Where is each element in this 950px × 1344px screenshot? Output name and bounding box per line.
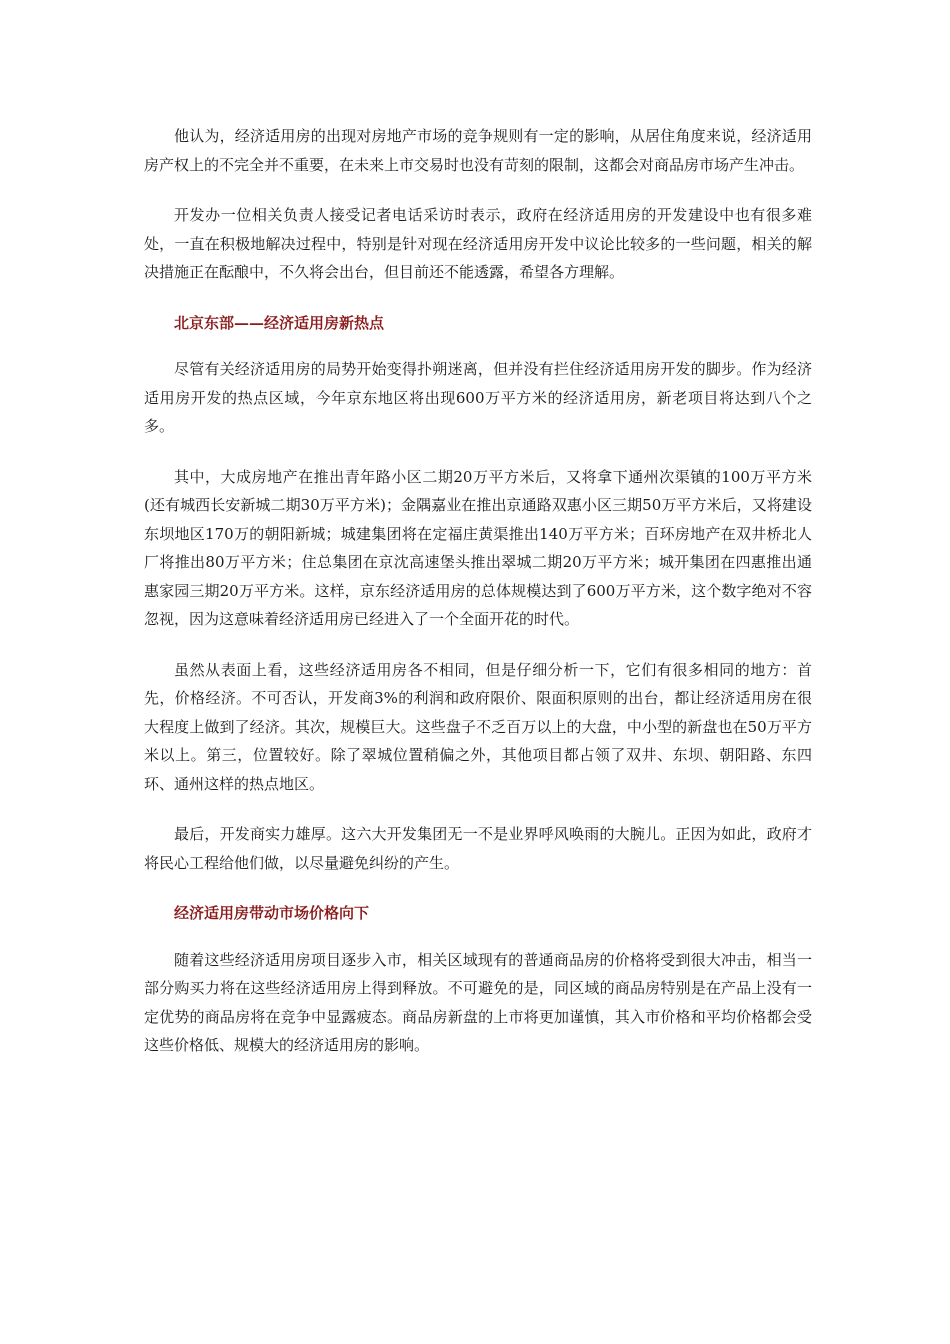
- paragraph-2: 开发办一位相关负责人接受记者电话采访时表示，政府在经济适用房的开发建设中也有很多难处，一直在积极地解决过程中，特别是针对现在经济适用房开发中议论比较多的一些问题，相关的解决措施正在酝酿中，不久将会出台，但目前还不能透露，希望各方理解。: [144, 206, 812, 281]
- section-heading-price: 经济适用房带动市场价格向下: [174, 904, 370, 922]
- paragraph-6: 最后，开发商实力雄厚。这六大开发集团无一不是业界呼风唤雨的大腕儿。正因为如此，政府才将民心工程给他们做，以尽量避免纠纷的产生。: [144, 825, 812, 872]
- paragraph-5: 虽然从表面上看，这些经济适用房各不相同，但是仔细分析一下，它们有很多相同的地方：首先，价格经济。不可否认，开发商3%的利润和政府限价、限面积原则的出台，都让经济适用房在很大程度上做到了经济。其次，规模巨大。这些盘子不乏百万以上的大盘，中小型的新盘也在50万平方米以上。第三，位置较好。除了翠城位置稍偏之外，其他项目都占领了双井、东坝、朝阳路、东四环、通州这样的热点地区。: [144, 660, 812, 793]
- paragraph-7: 随着这些经济适用房项目逐步入市，相关区域现有的普通商品房的价格将受到很大冲击，相当一部分购买力将在这些经济适用房上得到释放。不可避免的是，同区域的商品房特别是在产品上没有一定优势的商品房将在竞争中显露疲态。商品房新盘的上市将更加谨慎，其入市价格和平均价格都会受这些价格低、规模大的经济适用房的影响。: [144, 950, 812, 1054]
- paragraph-4: 其中，大成房地产在推出青年路小区二期20万平方米后，又将拿下通州次渠镇的100万平方米(还有城西长安新城二期30万平方米)；金隅嘉业在推出京通路双惠小区三期50万平方米后，又将建设东坝地区170万的朝阳新城；城建集团将在定福庄黄渠推出140万平方米；百环房地产在双井桥北人厂将推出80万平方米；住总集团在京沈高速堡头推出翠城二期20万平方米；城开集团在四惠推出通惠家园三期20万平方米。这样，京东经济适用房的总体规模达到了600万平方米，这个数字绝对不容忽视，因为这意味着经济适用房已经进入了一个全面开花的时代。: [144, 467, 812, 628]
- section-heading-east-beijing: 北京东部——经济适用房新热点: [174, 313, 385, 332]
- article-body: [144, 122, 812, 1082]
- paragraph-1: 他认为，经济适用房的出现对房地产市场的竞争规则有一定的影响，从居住角度来说，经济适用房产权上的不完全并不重要，在未来上市交易时也没有苛刻的限制，这都会对商品房市场产生冲击。: [144, 127, 812, 174]
- paragraph-3: 尽管有关经济适用房的局势开始变得扑朔迷离，但并没有拦住经济适用房开发的脚步。作为经济适用房开发的热点区域，今年京东地区将出现600万平方米的经济适用房，新老项目将达到八个之多。: [144, 360, 812, 435]
